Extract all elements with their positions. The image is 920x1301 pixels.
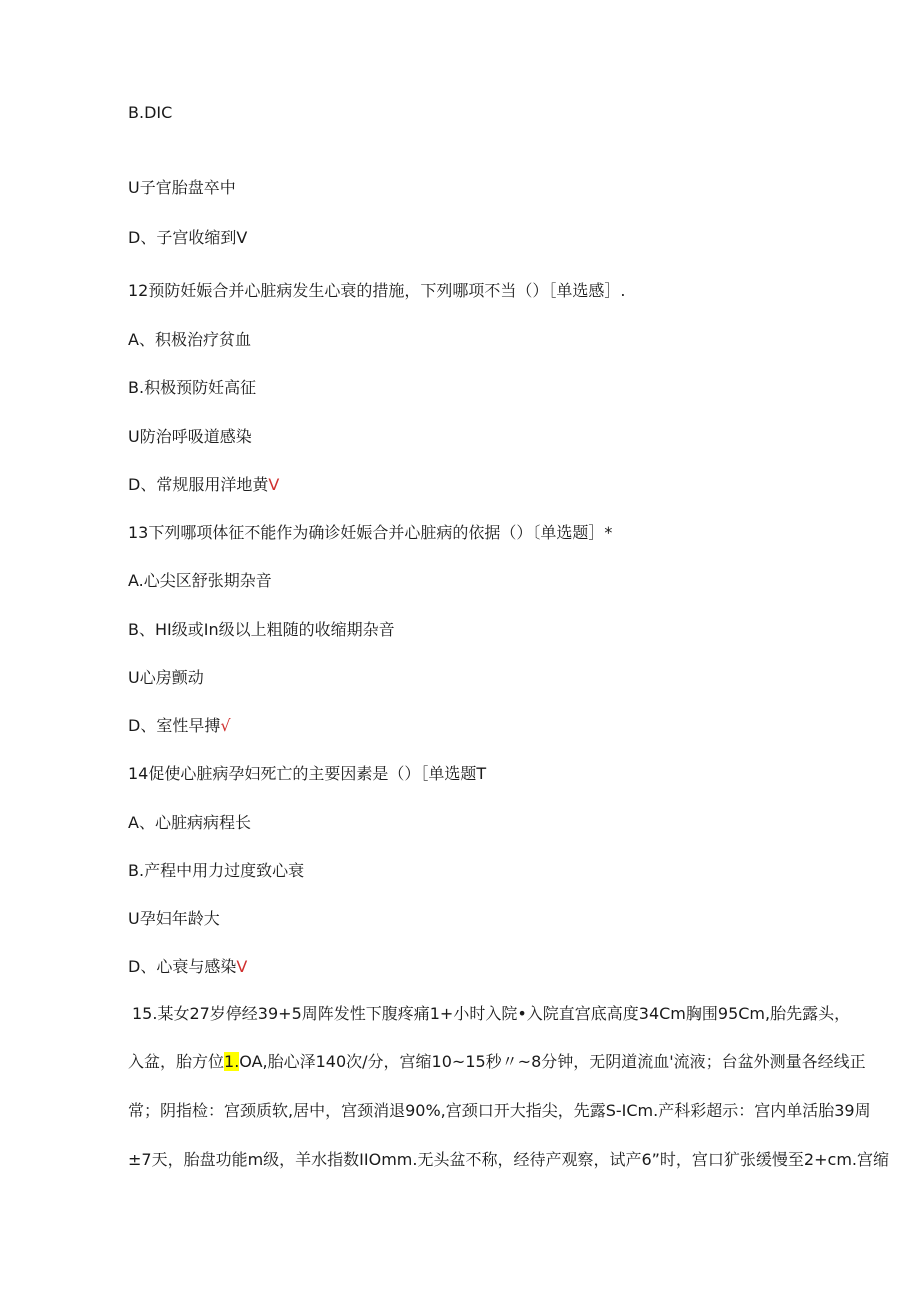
paragraph-text: 常；阴指检：宫颈质软,居中，宫颈消退90%,宫颈口开大指尖，先露S-ICm.产科彩超示：宫内单活胎39周 xyxy=(128,1101,871,1120)
option-b-dic xyxy=(128,103,172,123)
option-text: U孕妇年龄大 xyxy=(128,909,220,928)
option-text: A、积极治疗贫血 xyxy=(128,330,251,349)
q14-option-a xyxy=(128,813,251,833)
option-text: A.心尖区舒张期杂音 xyxy=(128,571,272,590)
q13-option-b xyxy=(128,620,395,640)
option-c-placental-apoplexy xyxy=(128,178,236,198)
q15-line-3 xyxy=(128,1101,871,1121)
option-text: U心房颤动 xyxy=(128,668,204,687)
option-text: D、室性早搏 xyxy=(128,716,221,735)
q12-option-a xyxy=(128,330,251,350)
question-13 xyxy=(128,523,612,543)
paragraph-text: 15.某女27岁停经39+5周阵发性下腹疼痛1+小时入院•入院直宫底高度34Cm胸围95Cm,胎先露头， xyxy=(132,1004,851,1023)
option-text: B、HI级或In级以上粗随的收缩期杂音 xyxy=(128,620,395,639)
option-d-uterine-contraction xyxy=(128,228,247,248)
paragraph-text: ±7天，胎盘功能m级，羊水指数IIOmm.无头盆不称，经待产观察，试产6”时，宫口犷张缓慢至2+cm.宫缩 xyxy=(128,1150,889,1169)
line-text: U子官胎盘卒中 xyxy=(128,178,236,197)
q14-option-c xyxy=(128,909,220,929)
q12-option-d xyxy=(128,475,279,495)
option-text: U防治呼吸道感染 xyxy=(128,427,252,446)
q15-line-1 xyxy=(132,1004,851,1024)
correct-answer-mark: V xyxy=(236,957,248,976)
question-14 xyxy=(128,764,486,784)
correct-answer-mark: √ xyxy=(220,716,231,735)
option-text: D、常规服用洋地黄 xyxy=(128,475,269,494)
q15-line-2 xyxy=(128,1052,866,1072)
paragraph-text: 入盆，胎方位 xyxy=(128,1052,225,1071)
option-text: A、心脏病病程长 xyxy=(128,813,251,832)
q14-option-b xyxy=(128,861,304,881)
q15-line-4 xyxy=(128,1150,889,1170)
question-12 xyxy=(128,281,625,301)
line-text: B.DIC xyxy=(128,103,173,122)
q14-option-d xyxy=(128,957,247,977)
option-text: D、心衰与感染 xyxy=(128,957,237,976)
question-text: 12预防妊娠合并心脏病发生心衰的措施，下列哪项不当（）［单选感］. xyxy=(128,281,626,300)
correct-answer-mark: V xyxy=(268,475,280,494)
line-text: D、子宫收缩到V xyxy=(128,228,248,247)
q13-option-c xyxy=(128,668,204,688)
question-text: 13下列哪项体征不能作为确诊妊娠合并心脏病的依据（）〔单选题］* xyxy=(128,523,613,542)
q12-option-c xyxy=(128,427,252,447)
paragraph-text: OA,胎心泽140次/分，宫缩10~15秒〃~8分钟，无阴道流血'流液；台盆外测量各经线正 xyxy=(239,1052,866,1071)
q13-option-d xyxy=(128,716,231,736)
highlighted-text: 1. xyxy=(224,1052,240,1071)
option-text: B.产程中用力过度致心衰 xyxy=(128,861,305,880)
option-text: B.积极预防妊高征 xyxy=(128,378,257,397)
question-text: 14促使心脏病孕妇死亡的主要因素是（）［单选题T xyxy=(128,764,487,783)
q12-option-b xyxy=(128,378,256,398)
q13-option-a xyxy=(128,571,272,591)
